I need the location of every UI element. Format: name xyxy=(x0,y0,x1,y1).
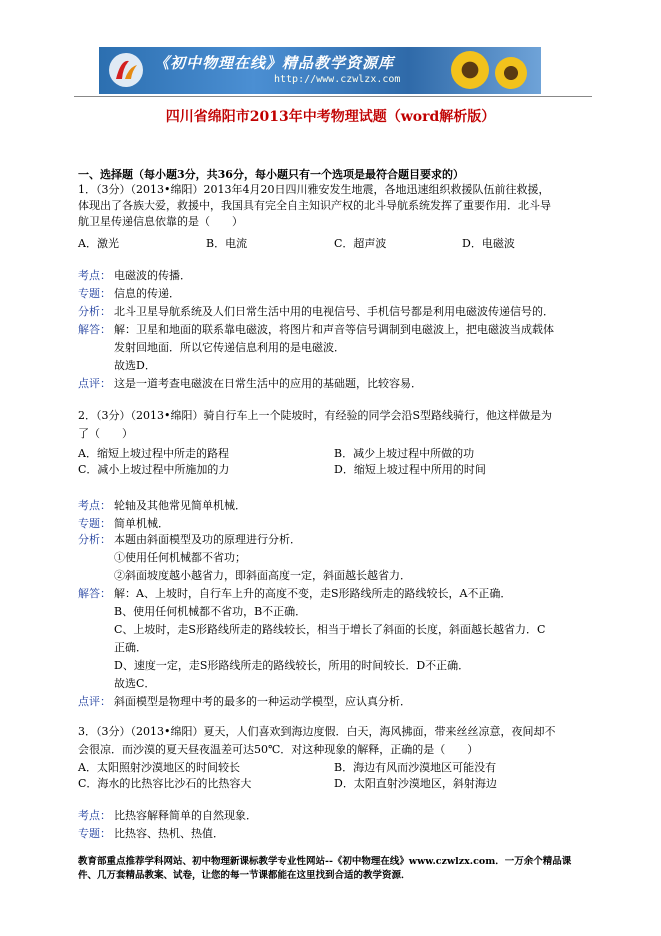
q2-label-kaodian: 考点： xyxy=(78,499,111,512)
q1-option-d: D．电磁波 xyxy=(462,237,515,250)
banner-title: 《初中物理在线》精品教学资源库 xyxy=(154,54,395,72)
q2-fenxi-point: ②斜面坡度越小越省力，即斜面高度一定，斜面越长越省力． xyxy=(114,569,411,582)
banner-url[interactable]: http://www.czwlzx.com xyxy=(274,74,401,85)
q2-dianping: 斜面模型是物理中考的最多的一种运动学模型，应认真分析． xyxy=(114,695,411,708)
q2-jieda-line: B、使用任何机械都不省功，B不正确． xyxy=(114,605,307,618)
q1-zhuanti: 信息的传递． xyxy=(114,287,180,300)
q1-option-c: C．超声波 xyxy=(334,237,387,250)
q1-label-kaodian: 考点： xyxy=(78,269,111,282)
page-footer xyxy=(78,855,598,883)
q2-kaodian: 轮轴及其他常见简单机械． xyxy=(114,499,246,512)
q2-jieda-line: 解：A、上坡时，自行车上升的高度不变，走S形路线所走的路线较长，A不正确． xyxy=(114,587,512,600)
q2-option-c: C．减小上坡过程中所施加的力 xyxy=(78,463,230,476)
q1-dianping: 这是一道考查电磁波在日常生活中的应用的基础题，比较容易． xyxy=(114,377,422,390)
q2-label-dianping: 点评： xyxy=(78,695,111,708)
q3-kaodian: 比热容解释简单的自然现象． xyxy=(114,809,257,822)
q1-jieda-line: 解：卫星和地面的联系靠电磁波，将图片和声音等信号调制到电磁波上，把电磁波当成载体 xyxy=(114,323,554,336)
q1-label-fenxi: 分析： xyxy=(78,305,111,318)
q3-option-d: D．太阳直射沙漠地区，斜射海边 xyxy=(334,777,497,790)
q3-option-b: B．海边有风而沙漠地区可能没有 xyxy=(334,761,497,774)
q1-stem-line: 1．（3分）（2013•绵阳）2013年4月20日四川雅安发生地震，各地迅速组织救援队伍前往救援， xyxy=(78,183,550,196)
q3-zhuanti: 比热容、热机、热值． xyxy=(114,827,224,840)
q2-jieda-line: D、速度一定，走S形路线所走的路线较长，所用的时间较长．D不正确． xyxy=(114,659,470,672)
q2-label-fenxi: 分析： xyxy=(78,533,111,546)
q2-option-d: D．缩短上坡过程中所用的时间 xyxy=(334,463,486,476)
header-banner xyxy=(99,47,541,94)
site-logo-icon xyxy=(107,51,145,89)
q2-answer: 故选C． xyxy=(114,677,156,690)
q3-option-c: C．海水的比热容比沙石的比热容大 xyxy=(78,777,252,790)
q2-option-b: B．减少上坡过程中所做的功 xyxy=(334,447,475,460)
q1-kaodian: 电磁波的传播． xyxy=(114,269,191,282)
q3-stem-line: 会很凉．而沙漠的夏天昼夜温差可达50℃．对这种现象的解释，正确的是（ ） xyxy=(78,743,479,756)
q3-label-zhuanti: 专题： xyxy=(78,827,111,840)
q1-label-zhuanti: 专题： xyxy=(78,287,111,300)
q2-stem-line: 了（ ） xyxy=(78,427,133,440)
q1-label-jieda: 解答： xyxy=(78,323,111,336)
q2-stem-line: 2．（3分）（2013•绵阳）骑自行车上一个陡坡时，有经验的同学会沿S型路线骑行，他这样做是为 xyxy=(78,409,553,422)
document-title: 四川省绵阳市2013年中考物理试题（word解析版） xyxy=(165,109,496,125)
q1-option-a: A．激光 xyxy=(78,237,119,250)
q2-fenxi: 本题由斜面模型及功的原理进行分析． xyxy=(114,533,301,546)
header-divider xyxy=(74,96,592,97)
q1-fenxi: 北斗卫星导航系统及人们日常生活中用的电视信号、手机信号都是利用电磁波传递信号的． xyxy=(114,305,554,318)
sunflower-icon xyxy=(495,57,527,89)
q3-option-a: A．太阳照射沙漠地区的时间较长 xyxy=(78,761,240,774)
q1-answer: 故选D． xyxy=(114,359,156,372)
q2-label-jieda: 解答： xyxy=(78,587,111,600)
q2-jieda-line: C、上坡时，走S形路线所走的路线较长，相当于增长了斜面的长度，斜面越长越省力．C xyxy=(114,623,546,636)
q1-stem-line: 航卫星传递信息依靠的是（ ） xyxy=(78,215,243,228)
q1-label-dianping: 点评： xyxy=(78,377,111,390)
q2-fenxi-point: ①使用任何机械都不省功； xyxy=(114,551,246,564)
q2-zhuanti: 简单机械． xyxy=(114,517,169,530)
q2-option-a: A．缩短上坡过程中所走的路程 xyxy=(78,447,229,460)
sunflower-icon xyxy=(451,51,489,89)
q1-jieda-line: 发射回地面．所以它传递信息利用的是电磁波． xyxy=(114,341,345,354)
q3-label-kaodian: 考点： xyxy=(78,809,111,822)
q3-stem-line: 3．（3分）（2013•绵阳）夏天，人们喜欢到海边度假．白天，海风拂面，带来丝丝凉意，夜间却不 xyxy=(78,725,556,738)
footer-line: 件、几万套精品教案、试卷，让您的每一节课都能在这里找到合适的教学资源． xyxy=(78,870,411,881)
q2-label-zhuanti: 专题： xyxy=(78,517,111,530)
q1-stem-line: 体现出了各族大爱，救援中，我国具有完全自主知识产权的北斗导航系统发挥了重要作用．北斗导 xyxy=(78,199,551,212)
footer-line: 教育部重点推荐学科网站、初中物理新课标教学专业性网站--《初中物理在线》www.czwlzx.com．一万余个精品课 xyxy=(78,856,572,867)
q1-option-b: B．电流 xyxy=(206,237,248,250)
section-heading: 一、选择题（每小题3分，共36分，每小题只有一个选项是最符合题目要求的） xyxy=(78,168,464,181)
q2-jieda-line: 正确． xyxy=(114,641,147,654)
